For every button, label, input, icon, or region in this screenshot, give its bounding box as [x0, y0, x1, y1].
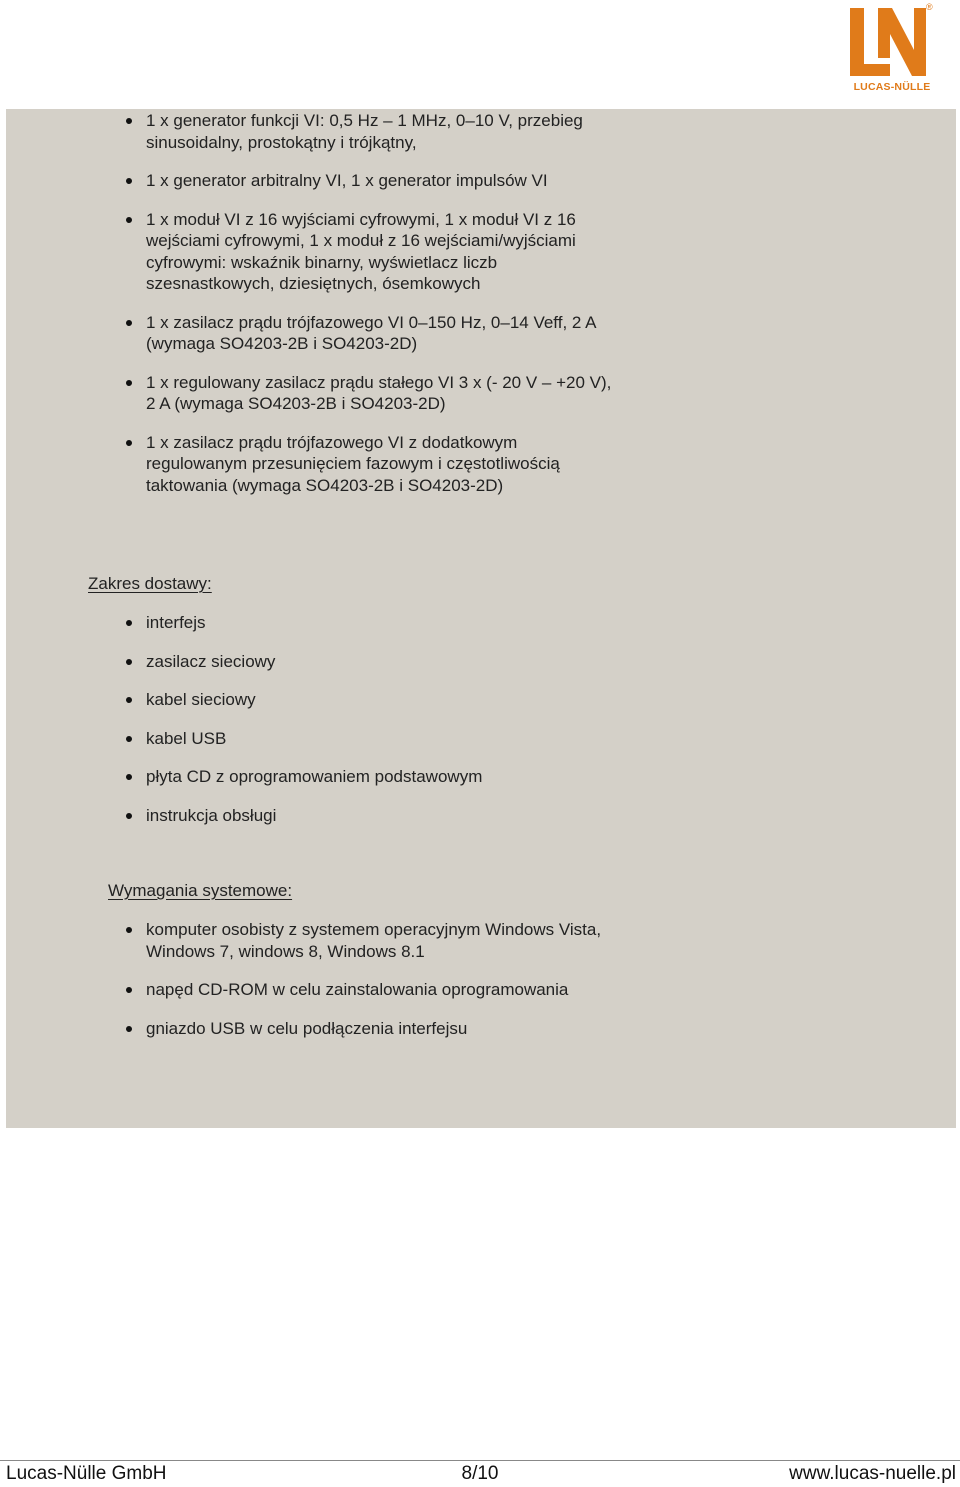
ln-logo-icon	[848, 4, 936, 80]
requirements-list	[6, 919, 956, 1039]
list-item: napęd CD-ROM w celu zainstalowania oprogramowania	[6, 979, 616, 1001]
list-item: komputer osobisty z systemem operacyjnym Windows Vista, Windows 7, windows 8, Windows 8.1	[6, 919, 616, 962]
footer-company: Lucas-Nülle GmbH	[6, 1463, 167, 1484]
list-item: 1 x moduł VI z 16 wyjściami cyfrowymi, 1 x moduł VI z 16 wejściami cyfrowymi, 1 x moduł z 16 wejściami/wyjściami cyfrowymi: wskaźnik binarny, wyświetlacz liczb szesnastkowych, dziesiętnych, ósemkowych	[6, 209, 616, 295]
list-item: zasilacz sieciowy	[6, 651, 616, 673]
company-logo	[848, 4, 936, 94]
delivery-list	[6, 612, 956, 826]
logo-wordmark: LUCAS-NÜLLE	[853, 81, 931, 93]
requirements-heading: Wymagania systemowe:	[108, 881, 293, 900]
list-item: kabel sieciowy	[6, 689, 616, 711]
list-item: 1 x regulowany zasilacz prądu stałego VI 3 x (- 20 V – +20 V), 2 A (wymaga SO4203-2B i SO4203-2D)	[6, 372, 616, 415]
page-footer	[0, 1460, 960, 1487]
footer-url[interactable]: www.lucas-nuelle.pl	[789, 1463, 956, 1484]
list-item: 1 x generator funkcji VI: 0,5 Hz – 1 MHz, 0–10 V, przebieg sinusoidalny, prostokątny i trójkątny,	[6, 110, 616, 153]
registered-mark: ®	[926, 2, 933, 12]
list-item: gniazdo USB w celu podłączenia interfejsu	[6, 1018, 616, 1040]
delivery-block	[6, 612, 956, 826]
features-list	[6, 110, 956, 496]
list-item: instrukcja obsługi	[6, 805, 616, 827]
list-item: kabel USB	[6, 728, 616, 750]
delivery-heading: Zakres dostawy:	[88, 574, 212, 593]
features-block	[6, 110, 956, 496]
requirements-block	[6, 919, 956, 1039]
content-panel	[6, 109, 956, 1128]
list-item: 1 x generator arbitralny VI, 1 x generator impulsów VI	[6, 170, 616, 192]
list-item: interfejs	[6, 612, 616, 634]
list-item: 1 x zasilacz prądu trójfazowego VI 0–150 Hz, 0–14 Veff, 2 A (wymaga SO4203-2B i SO4203-2D)	[6, 312, 616, 355]
list-item: płyta CD z oprogramowaniem podstawowym	[6, 766, 616, 788]
footer-page-number: 8/10	[461, 1463, 499, 1484]
list-item: 1 x zasilacz prądu trójfazowego VI z dodatkowym regulowanym przesunięciem fazowym i częstotliwością taktowania (wymaga SO4203-2B i SO4203-2D)	[6, 432, 616, 497]
